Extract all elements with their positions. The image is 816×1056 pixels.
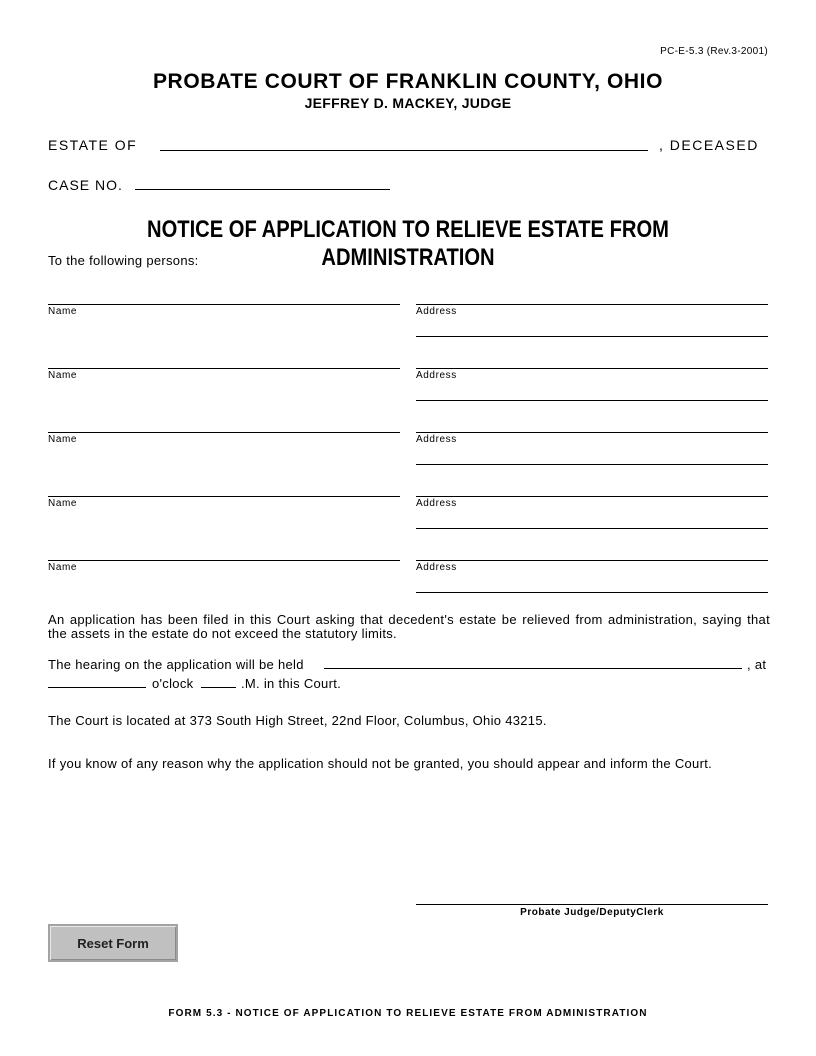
address-field-line2[interactable]	[416, 592, 768, 593]
court-location: The Court is located at 373 South High Street, 22nd Floor, Columbus, Ohio 43215.	[48, 713, 547, 728]
deceased-label: , DECEASED	[659, 137, 759, 153]
name-label: Name	[48, 370, 78, 381]
form-number: PC-E-5.3 (Rev.3-2001)	[660, 46, 768, 57]
estate-of-label: ESTATE OF	[48, 137, 138, 153]
name-field[interactable]	[48, 432, 400, 433]
application-paragraph-line1: An application has been filed in this Court asking that decedent's estate be relieved from administration, saying that	[48, 612, 770, 627]
address-field[interactable]	[416, 368, 768, 369]
name-label: Name	[48, 498, 78, 509]
judge-name: JEFFREY D. MACKEY, JUDGE	[304, 95, 512, 111]
name-field[interactable]	[48, 368, 400, 369]
court-name: PROBATE COURT OF FRANKLIN COUNTY, OHIO	[152, 70, 664, 93]
signature-label: Probate Judge/DeputyClerk	[520, 907, 664, 918]
name-label: Name	[48, 434, 78, 445]
address-label: Address	[416, 306, 457, 317]
address-field-line2[interactable]	[416, 336, 768, 337]
case-no-field[interactable]	[135, 189, 390, 190]
address-label: Address	[416, 498, 457, 509]
address-field[interactable]	[416, 496, 768, 497]
address-field-line2[interactable]	[416, 528, 768, 529]
meridiem-label: .M. in this Court.	[241, 676, 342, 691]
name-field[interactable]	[48, 560, 400, 561]
hearing-time-field[interactable]	[48, 687, 146, 688]
address-field[interactable]	[416, 304, 768, 305]
signature-line[interactable]	[416, 904, 768, 905]
reason-paragraph: If you know of any reason why the application should not be granted, you should appear and inform the Court.	[48, 756, 713, 771]
address-label: Address	[416, 562, 457, 573]
address-label: Address	[416, 370, 457, 381]
document-title: NOTICE OF APPLICATION TO RELIEVE ESTATE FROM ADMINISTRATION	[147, 216, 669, 271]
name-field[interactable]	[48, 496, 400, 497]
address-field-line2[interactable]	[416, 464, 768, 465]
estate-of-field[interactable]	[160, 150, 648, 151]
address-field[interactable]	[416, 560, 768, 561]
name-field[interactable]	[48, 304, 400, 305]
application-paragraph-line2: the assets in the estate do not exceed the statutory limits.	[48, 626, 397, 641]
oclock-label: o'clock	[152, 676, 194, 691]
name-label: Name	[48, 562, 78, 573]
address-field-line2[interactable]	[416, 400, 768, 401]
hearing-date-field[interactable]	[324, 668, 742, 669]
reset-form-button[interactable]: Reset Form	[48, 924, 178, 962]
am-pm-field[interactable]	[201, 687, 236, 688]
address-field[interactable]	[416, 432, 768, 433]
hearing-at-label: , at	[747, 657, 767, 672]
case-no-label: CASE NO.	[48, 177, 123, 193]
address-label: Address	[416, 434, 457, 445]
hearing-label: The hearing on the application will be held	[48, 657, 304, 672]
to-persons-label: To the following persons:	[48, 253, 199, 268]
name-label: Name	[48, 306, 78, 317]
form-footer: FORM 5.3 - NOTICE OF APPLICATION TO RELIEVE ESTATE FROM ADMINISTRATION	[168, 1008, 648, 1019]
